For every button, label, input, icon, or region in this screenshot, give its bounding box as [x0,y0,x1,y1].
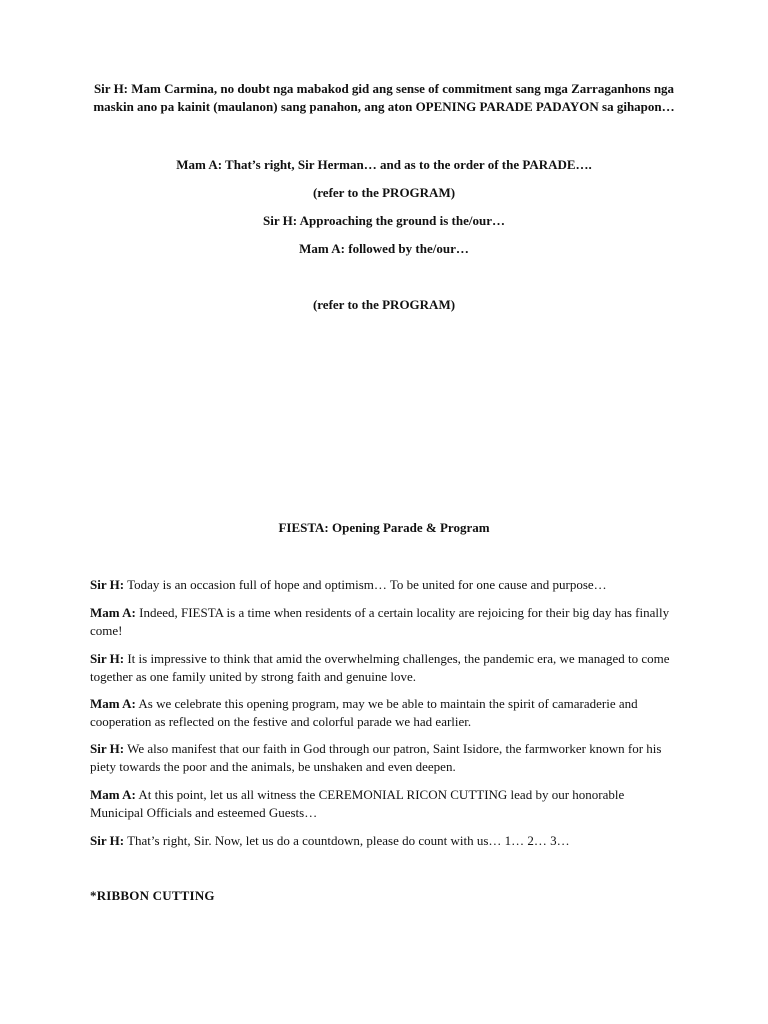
speaker-label: Mam A: [90,787,136,802]
followed-by-line: Mam A: followed by the/our… [299,241,469,256]
speaker-label: Sir H: [90,833,125,848]
dialogue-line [90,576,678,594]
speaker-label: Sir H: [90,651,125,666]
dialogue-text: Indeed, FIESTA is a time when residents of a certain locality are rejoicing for their big day has finally come! [90,605,670,638]
dialogue-text: We also manifest that our faith in God through our patron, Saint Isidore, the farmworker known for his piety towards the poor and the animals, be unshaken and even deepen. [90,741,662,774]
dialogue-line [90,786,678,822]
dialogue-line [90,740,678,776]
refer-program-note-2: (refer to the PROGRAM) [312,297,456,312]
approaching-line: Sir H: Approaching the ground is the/our… [263,213,505,228]
ribbon-cutting-cue: *RIBBON CUTTING [90,888,215,903]
speaker-label: Mam A: [90,605,136,620]
intro-paragraph: Sir H: Mam Carmina, no doubt nga mabakod gid ang sense of commitment sang mga Zarraganhons nga maskin ano pa kainit (maulanon) sang panahon, ang aton OPENING PARADE PADAYON sa gihapon… [93,81,675,114]
speaker-label: Sir H: [90,577,125,592]
dialogue-text: At this point, let us all witness the CEREMONIAL RICON CUTTING lead by our honorable Municipal Officials and esteemed Guests… [90,787,625,820]
dialogue-text: It is impressive to think that amid the overwhelming challenges, the pandemic era, we managed to come together as one family united by strong faith and genuine love. [90,651,670,684]
dialogue-text: As we celebrate this opening program, may we be able to maintain the spirit of camaraderie and cooperation as reflected on the festive and colorful parade we had earlier. [90,696,638,729]
fiesta-heading: FIESTA: Opening Parade & Program [278,520,490,535]
speaker-label: Sir H: [90,741,125,756]
dialogue-line [90,604,678,640]
dialogue-line [90,832,678,850]
dialogue-line [90,650,678,686]
refer-program-note-1: (refer to the PROGRAM) [312,185,456,200]
speaker-label: Mam A: [90,696,136,711]
dialogue-text: Today is an occasion full of hope and optimism… To be united for one cause and purpose… [124,577,607,592]
dialogue-text: That’s right, Sir. Now, let us do a countdown, please do count with us… 1… 2… 3… [124,833,570,848]
order-of-parade-line: Mam A: That’s right, Sir Herman… and as to the order of the PARADE…. [176,157,592,172]
dialogue-line [90,695,678,731]
